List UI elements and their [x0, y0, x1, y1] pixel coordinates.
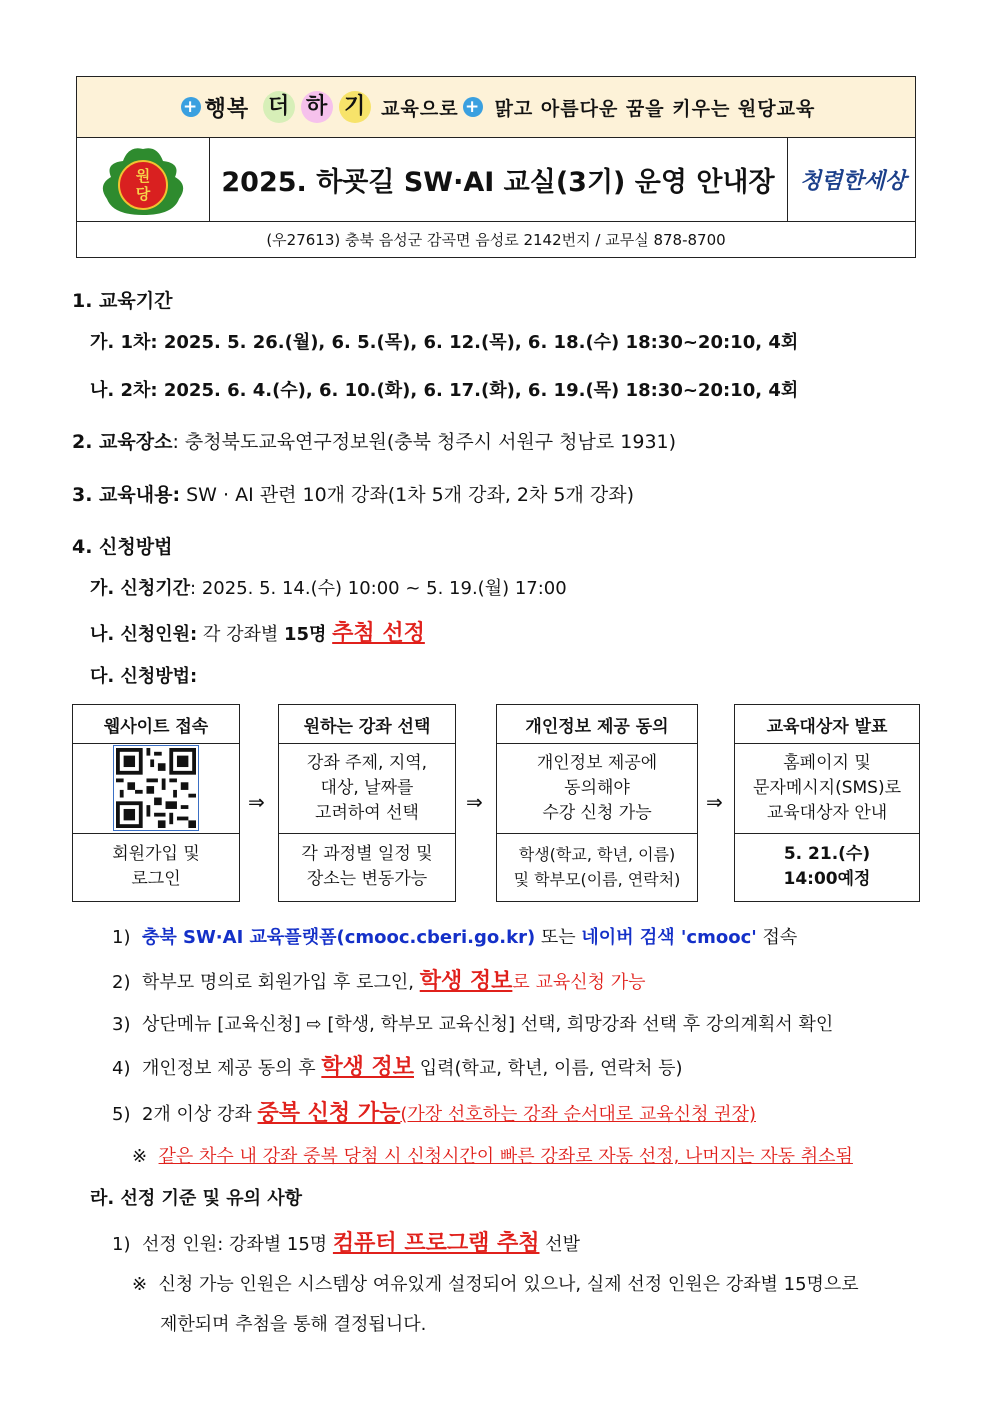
step-number: 1): [112, 1234, 131, 1255]
criteria-item-1: [112, 1226, 580, 1257]
flow-arrow-icon: ⇒: [466, 790, 483, 814]
period-line-1: 가. 1차: 2025. 5. 26.(월), 6. 5.(목), 6. 12.(목), 6. 18.(수) 18:30~20:10, 4회: [90, 332, 799, 353]
flow-step-head: 웹사이트 접속: [73, 705, 239, 744]
title-row: [77, 137, 915, 222]
step-item-1: [112, 923, 797, 949]
address-line: (우27613) 충북 음성군 감곡면 음성로 2142번지 / 교무실 878-8700: [266, 230, 726, 249]
student-info-emphasis: 학생 정보: [419, 969, 513, 994]
flow-step-announcement: [734, 704, 920, 902]
plus-icon: +: [181, 97, 201, 117]
slogan-word1: 행복: [204, 96, 250, 122]
flow-arrow-icon: ⇒: [248, 790, 265, 814]
flow-step-bottom: [279, 833, 455, 901]
flow-step-privacy-consent: [496, 704, 698, 902]
flow-step-website: [72, 704, 240, 902]
step-text: 또는: [535, 927, 582, 948]
plus-icon: +: [463, 97, 483, 117]
apply-count-label: 나. 신청인원:: [90, 624, 198, 645]
section-3-text: SW · AI 관련 10개 강좌(1차 5개 강좌, 2차 5개 강좌): [186, 484, 635, 506]
criteria-heading: 라. 선정 기준 및 유의 사항: [90, 1188, 303, 1209]
lottery-emphasis: 추첨 선정: [332, 621, 425, 646]
apply-period-text: : 2025. 5. 14.(수) 10:00 ~ 5. 19.(월) 17:00: [190, 578, 567, 599]
step-text: 학부모 명의로 회원가입 후 로그인,: [141, 972, 420, 993]
criteria-note-line-1: [132, 1270, 859, 1296]
apply-count-number: 15명: [284, 624, 327, 645]
slogan-word2: 교육으로: [381, 97, 459, 120]
flow-step-bottom: [73, 833, 239, 901]
step-item-5: [112, 1096, 756, 1127]
step-text: 접속: [756, 927, 798, 948]
flow-bottom-line: 회원가입 및: [112, 844, 200, 864]
apply-period: [90, 574, 567, 600]
flow-mid-line: 개인정보 제공에: [536, 752, 658, 773]
flow-arrow-icon: ⇒: [706, 790, 723, 814]
note-duplicate: [132, 1142, 853, 1168]
section-3: [72, 480, 634, 507]
platform-link[interactable]: 충북 SW·AI 교육플랫폼(cmooc.cberi.go.kr): [141, 927, 536, 948]
flow-mid-line: 홈페이지 및: [783, 752, 871, 773]
step-item-2: [112, 964, 646, 995]
apply-count: [90, 616, 425, 647]
lottery-program-emphasis: 컴퓨터 프로그램 추첨: [332, 1231, 540, 1256]
duplicate-apply-emphasis: 중복 신청 가능: [257, 1101, 401, 1126]
flow-step-mid: [497, 743, 697, 834]
flow-step-select-course: [278, 704, 456, 902]
step-text: 개인정보 제공 동의 후: [141, 1058, 322, 1079]
slogan-tail: 맑고 아름다운 꿈을 키우는 원당교육: [494, 97, 816, 120]
flow-bottom-line: 및 학부모(이름, 연락처): [513, 870, 681, 889]
step-text: 상단메뉴 [교육신청] ⇨ [학생, 학부모 교육신청] 선택, 희망강좌 선택 후 강의계획서 확인: [141, 1014, 834, 1035]
step-number: 3): [112, 1014, 131, 1035]
flow-bottom-line: 5. 21.(수): [783, 844, 871, 864]
flow-bottom-line: 학생(학교, 학년, 이름): [518, 845, 676, 864]
flow-mid-line: 동의해야: [564, 777, 630, 798]
section-2-text: : 충청북도교육연구정보원(충북 청주시 서원구 청남로 1931): [172, 431, 677, 453]
student-info-emphasis: 학생 정보: [321, 1055, 414, 1080]
emblem-char-1: 원: [135, 167, 151, 185]
note-mark: ※: [132, 1274, 148, 1295]
qr-code-icon: [113, 745, 199, 831]
period-line-2: 나. 2차: 2025. 6. 4.(수), 6. 10.(화), 6. 17.(화), 6. 19.(목) 18:30~20:10, 4회: [90, 380, 799, 401]
apply-count-text: 각 강좌별: [202, 624, 279, 645]
flow-mid-line: 교육대상자 안내: [766, 802, 888, 823]
slogan-bubble-1: 더: [263, 91, 295, 123]
criteria-note-line-2: 제한되며 추첨을 통해 결정됩니다.: [160, 1314, 427, 1335]
flow-mid-line: 고려하여 선택: [315, 802, 419, 823]
section-1-heading: 1. 교육기간: [72, 290, 173, 312]
note-mark: ※: [132, 1146, 148, 1167]
emblem-char-2: 당: [135, 185, 151, 203]
step-item-3: [112, 1010, 833, 1036]
step-item-4: [112, 1050, 682, 1081]
flow-mid-line: 수강 신청 가능: [542, 802, 652, 823]
step-number: 5): [112, 1104, 131, 1125]
header-box: [76, 76, 916, 258]
flow-bottom-line: 로그인: [131, 869, 181, 889]
school-emblem-icon: [77, 137, 209, 221]
step-text-red: 로 교육신청 가능: [512, 972, 646, 993]
flow-step-bottom: [497, 833, 697, 901]
section-3-heading: 3. 교육내용:: [72, 484, 181, 506]
flow-bottom-line: 장소는 변동가능: [306, 869, 428, 889]
flow-mid-line: 대상, 날짜를: [320, 777, 414, 798]
note-text-red: 같은 차수 내 강좌 중복 당첨 시 신청시간이 빠른 강좌로 자동 선정, 나머지는 자동 취소됨: [158, 1146, 853, 1167]
school-logo: [77, 137, 210, 221]
flow-bottom-line: 14:00예정: [783, 869, 871, 889]
section-2-heading: 2. 교육장소: [72, 431, 173, 453]
flow-step-head: 개인정보 제공 동의: [497, 705, 697, 744]
step-text: 2개 이상 강좌: [141, 1104, 258, 1125]
apply-period-label: 가. 신청기간: [90, 578, 191, 599]
naver-search-text: 네이버 검색 'cmooc': [581, 927, 757, 948]
qr-code-cell: [73, 743, 239, 834]
flow-mid-line: 강좌 주제, 지역,: [306, 752, 428, 773]
brand-logo: [787, 137, 918, 221]
criteria-note-text: 신청 가능 인원은 시스템상 여유있게 설정되어 있으나, 실제 선정 인원은 강좌별 15명으로: [158, 1274, 859, 1295]
flow-mid-line: 문자메시지(SMS)로: [752, 777, 902, 798]
step-number: 1): [112, 927, 131, 948]
flow-bottom-line: 각 과정별 일정 및: [301, 844, 433, 864]
section-4-heading: 4. 신청방법: [72, 536, 173, 558]
section-2: [72, 427, 676, 454]
flow-step-mid: [735, 743, 919, 834]
slogan-bubble-2: 하: [301, 91, 333, 123]
flow-step-head: 교육대상자 발표: [735, 705, 919, 744]
criteria-text: 선발: [539, 1234, 580, 1255]
step-number: 4): [112, 1058, 131, 1079]
flow-step-head: 원하는 강좌 선택: [279, 705, 455, 744]
apply-method-label: 다. 신청방법:: [90, 666, 198, 687]
step-text: 입력(학교, 학년, 이름, 연락처 등): [414, 1058, 683, 1079]
step-text-red: (가장 선호하는 강좌 순서대로 교육신청 권장): [400, 1104, 756, 1125]
criteria-text: 선정 인원: 강좌별 15명: [141, 1234, 333, 1255]
page-title: 2025. 하굣길 SW·AI 교실(3기) 운영 안내장: [221, 166, 775, 198]
step-number: 2): [112, 972, 131, 993]
brand-text: 청렴한세상: [799, 167, 907, 194]
slogan-bar: [77, 77, 915, 138]
flow-step-bottom: [735, 833, 919, 901]
flow-step-mid: [279, 743, 455, 834]
slogan-bubble-3: 기: [339, 91, 371, 123]
